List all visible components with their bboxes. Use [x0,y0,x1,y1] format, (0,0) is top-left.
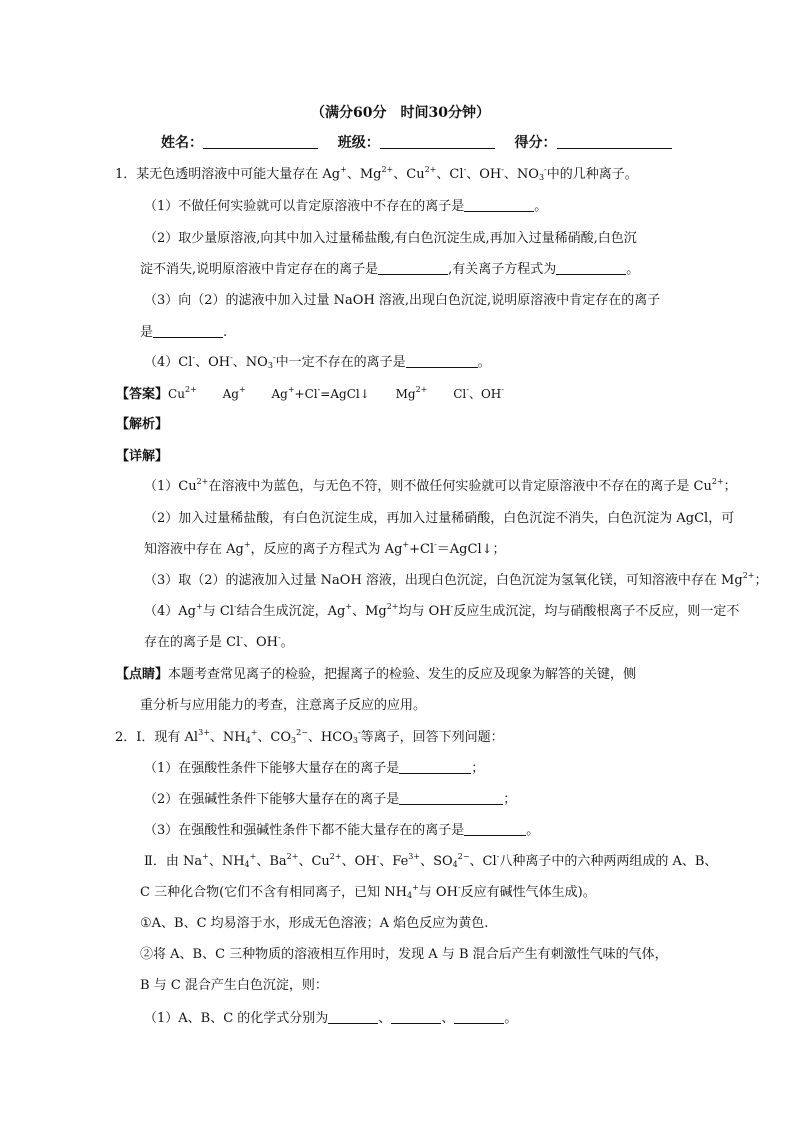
q2-blank-1[interactable] [399,760,471,774]
q1-stem: 1．某无色透明溶液中可能大量存在 Ag+、$Mg^{2+}$、$Cu^{2+}$、Cl-、OH-、$NO_3^-$中的几种离子。 [115,165,638,182]
name-blank[interactable] [203,134,318,149]
q2-condition-2-line2: B 与 C 混合产生白色沉淀，则： [140,978,328,993]
q1-blank-4[interactable] [153,324,223,338]
q1-part2-line1: （2）取少量原溶液,向其中加入过量稀盐酸,有白色沉淀生成,再加入过量稀硝酸,白色沉 [144,231,637,246]
q2-condition-1: ①A、B、C 均易溶于水，形成无色溶液；A 焰色反应为黄色. [140,916,489,931]
detail-1: $(1)Cu^{2+}$在溶液中为蓝色，与无色不符，则不做任何实验就可以肯定原溶液中不存在的离子是 $Cu^{2+}$； [144,477,737,494]
q2-sub1: （1）在强酸性条件下能够大量存在的离子是 ； [144,761,485,776]
q1-blank-2[interactable] [378,261,448,275]
q1-part3-line1: （3）向（2）的滤液中加入过量 NaOH 溶液,出现白色沉淀,说明原溶液中肯定存在的离子 [144,293,661,308]
q2-blank-4c[interactable] [454,1010,504,1024]
score-blank[interactable] [557,134,672,149]
q2-part2-line2: C 三种化合物(它们不含有相同离子，已知 $NH_4^+$与 OH-反应有碱性气体生成)。 [140,883,596,900]
q2-condition-2-line1: ②将 A、B、C 三种物质的溶液相互作用时，发现 A 与 B 混合后产生有刺激性气味的气体， [140,947,668,962]
q1-part1: （1）不做任何实验就可以肯定原溶液中不存在的离子是 。 [144,199,548,214]
q1-blank-3[interactable] [556,261,626,275]
q2-part1-stem: 2．Ⅰ．现有 $Al^{3+}$、$NH_4^+$、$CO_3^{2-}$、$HCO_3^-$等离子，回答下列问题： [115,728,504,745]
analysis-label: 【解析】 [116,417,169,432]
q2-sub4: （1）A、B、C 的化学式分别为 、 、 。 [144,1011,518,1026]
q2-blank-2[interactable] [399,791,503,805]
q2-blank-3[interactable] [464,822,526,836]
detail-4-line1: （4）Ag+与 Cl-结合生成沉淀，Ag+、$Mg^{2+}$均与 OH-反应生成沉淀，均与硝酸根离子不反应，则一定不 [144,602,740,619]
detail-2-line2: 知溶液中存在 Ag+，反应的离子方程式为 Ag++Cl-＝AgCl↓； [144,540,506,557]
page-title: （满分60分 时间30分钟） [311,105,490,121]
score-label: 得分： [514,135,557,151]
q1-part2-line2: 淀不消失,说明原溶液中肯定存在的离子是 ,有关离子方程式为 。 [140,262,640,277]
q2-sub2: （2）在强碱性条件下能够大量存在的离子是 ； [144,792,517,807]
q2-blank-4b[interactable] [391,1010,441,1024]
answer-row: 【答案】$Cu^{2+}$ Ag+ Ag++Cl-=AgCl↓ $Mg^{2+}$ Cl-、OH- [116,385,504,402]
detail-label: 【详解】 [116,449,169,464]
q1-part3-line2: 是 . [140,325,228,340]
class-label: 班级： [337,135,380,151]
q1-blank-5[interactable] [406,354,478,368]
student-info-row [161,134,672,152]
detail-2-line1: （2）加入过量稀盐酸，有白色沉淀生成，再加入过量稀硝酸，白色沉淀不消失，白色沉淀为 AgCl，可 [144,511,735,526]
q2-part2-line1: Ⅱ．由 Na+、$NH_4^+$、$Ba^{2+}$、$Cu^{2+}$、OH-、$Fe^{3+}$、$SO_4^{2-}$、Cl-八种离子中的六种两两组成的 A、B、 [144,852,718,869]
q2-sub3: （3）在强酸性和强碱性条件下都不能大量存在的离子是 。 [144,823,540,838]
name-label: 姓名： [161,135,203,151]
class-blank[interactable] [380,134,495,149]
q1-part4: （4）Cl-、OH-、$NO_3^-$中一定不存在的离子是 。 [144,353,491,370]
point-line1: 【点睛】本题考查常见离子的检验，把握离子的检验、发生的反应及现象为解答的关键，侧 [116,667,637,682]
q1-blank-1[interactable] [464,198,534,212]
detail-3: （3）取（2）的滤液加入过量 NaOH 溶液，出现白色沉淀，白色沉淀为氢氧化镁，可知溶液中存在 $Mg^{2+}$； [144,571,768,588]
point-line2: 重分析与应用能力的考查，注意离子反应的应用。 [140,698,427,713]
q2-blank-4a[interactable] [328,1010,378,1024]
detail-4-line2: 存在的离子是 Cl-、OH-。 [144,633,294,650]
